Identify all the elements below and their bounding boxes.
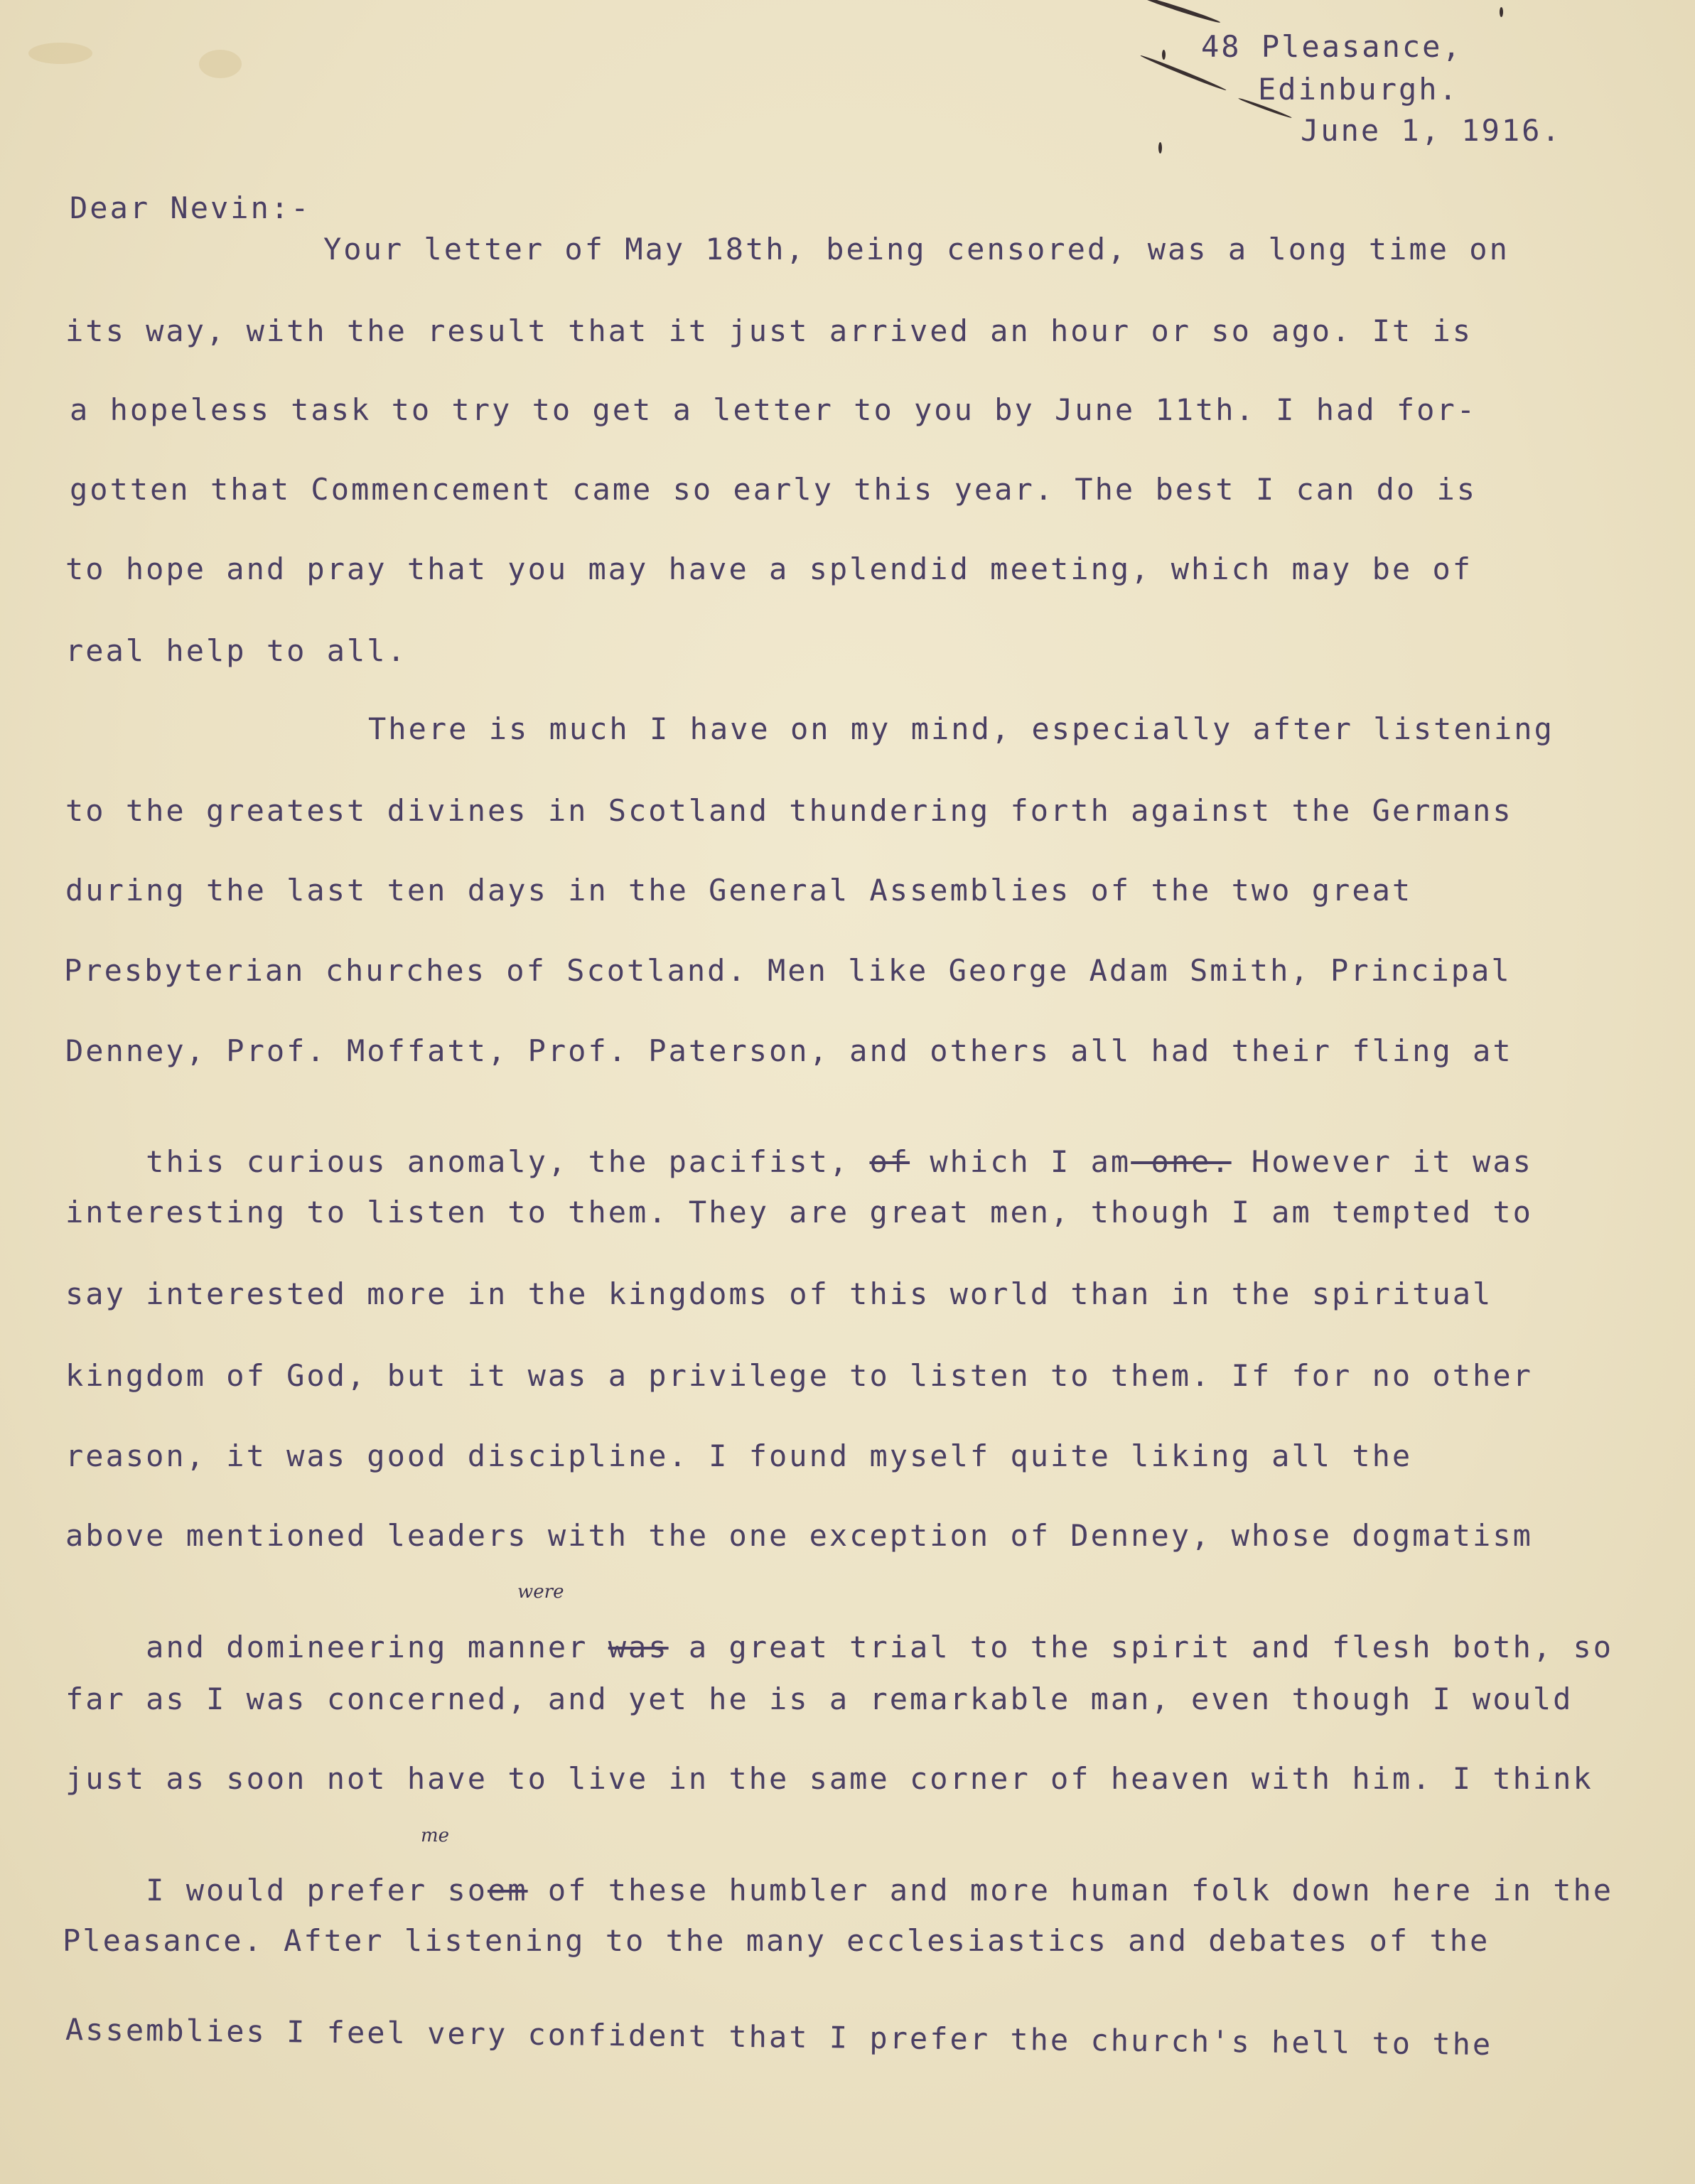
paper-stain	[28, 43, 92, 64]
text-line-some	[65, 1846, 1613, 1935]
text-line: say interested more in the kingdoms of this world than in the spiritual	[65, 1276, 1493, 1311]
text-line: reason, it was good discipline. I found myself quite liking all the	[65, 1438, 1413, 1473]
text-line-pacifist	[65, 1117, 1533, 1207]
text-line: above mentioned leaders with the one exception of Denney, whose dogmatism	[65, 1518, 1533, 1553]
text-line: kingdom of God, but it was a privilege to listen to them. If for no other	[65, 1358, 1533, 1393]
address-line-1: 48 Pleasance,	[1201, 29, 1463, 64]
text-line-manner	[65, 1603, 1613, 1692]
text-line: Pleasance. After listening to the many ecclesiastics and debates of the	[63, 1923, 1490, 1958]
text-segment: of these humbler and more human folk down here in the	[527, 1873, 1614, 1908]
text-segment: I would prefer so	[146, 1873, 488, 1908]
paper-stain	[199, 50, 242, 78]
ink-mark	[1139, 0, 1221, 24]
text-line: Assemblies I feel very confident that I prefer the church's hell to the	[65, 2012, 1493, 2062]
text-line: Denney, Prof. Moffatt, Prof. Paterson, and others all had their fling at	[65, 1033, 1513, 1068]
salutation: Dear Nevin:-	[70, 190, 311, 225]
handwritten-insert: me	[421, 1825, 450, 1846]
text-segment: and domineering manner	[146, 1630, 608, 1664]
text-line: Presbyterian churches of Scotland. Men like George Adam Smith, Principal	[64, 953, 1512, 988]
text-segment: However it was	[1231, 1144, 1533, 1179]
text-line: a hopeless task to try to get a letter to you by June 11th. I had for-	[70, 392, 1478, 427]
struck-word: was	[608, 1630, 669, 1664]
text-line: its way, with the result that it just arrived an hour or so ago. It is	[65, 313, 1473, 348]
text-line: to the greatest divines in Scotland thundering forth against the Germans	[65, 793, 1513, 828]
struck-word: of	[869, 1144, 910, 1179]
text-line: during the last ten days in the General Assemblies of the two great	[65, 873, 1413, 908]
text-line: There is much I have on my mind, especially after listening	[368, 711, 1554, 746]
text-segment: which I am	[910, 1144, 1131, 1179]
text-line: just as soon not have to live in the same corner of heaven with him. I think	[65, 1761, 1593, 1796]
ink-mark	[1500, 7, 1503, 17]
address-line-2: Edinburgh.	[1258, 72, 1459, 107]
text-line: far as I was concerned, and yet he is a remarkable man, even though I would	[65, 1682, 1573, 1716]
text-line: gotten that Commencement came so early this year. The best I can do is	[70, 472, 1478, 507]
ink-mark	[1158, 142, 1162, 154]
text-line: Your letter of May 18th, being censored, was a long time on	[323, 232, 1510, 267]
text-segment: this curious anomaly, the pacifist,	[146, 1144, 870, 1179]
handwritten-insert: were	[517, 1581, 564, 1603]
struck-word: one.	[1131, 1144, 1232, 1179]
text-segment: a great trial to the spirit and flesh both, so	[668, 1630, 1614, 1664]
text-line: interesting to listen to them. They are great men, though I am tempted to	[65, 1195, 1533, 1230]
ink-mark	[1162, 50, 1166, 60]
text-line: real help to all.	[65, 633, 407, 668]
letter-date: June 1, 1916.	[1301, 113, 1562, 148]
text-line: to hope and pray that you may have a splendid meeting, which may be of	[65, 552, 1473, 586]
struck-letters: em	[488, 1873, 528, 1908]
